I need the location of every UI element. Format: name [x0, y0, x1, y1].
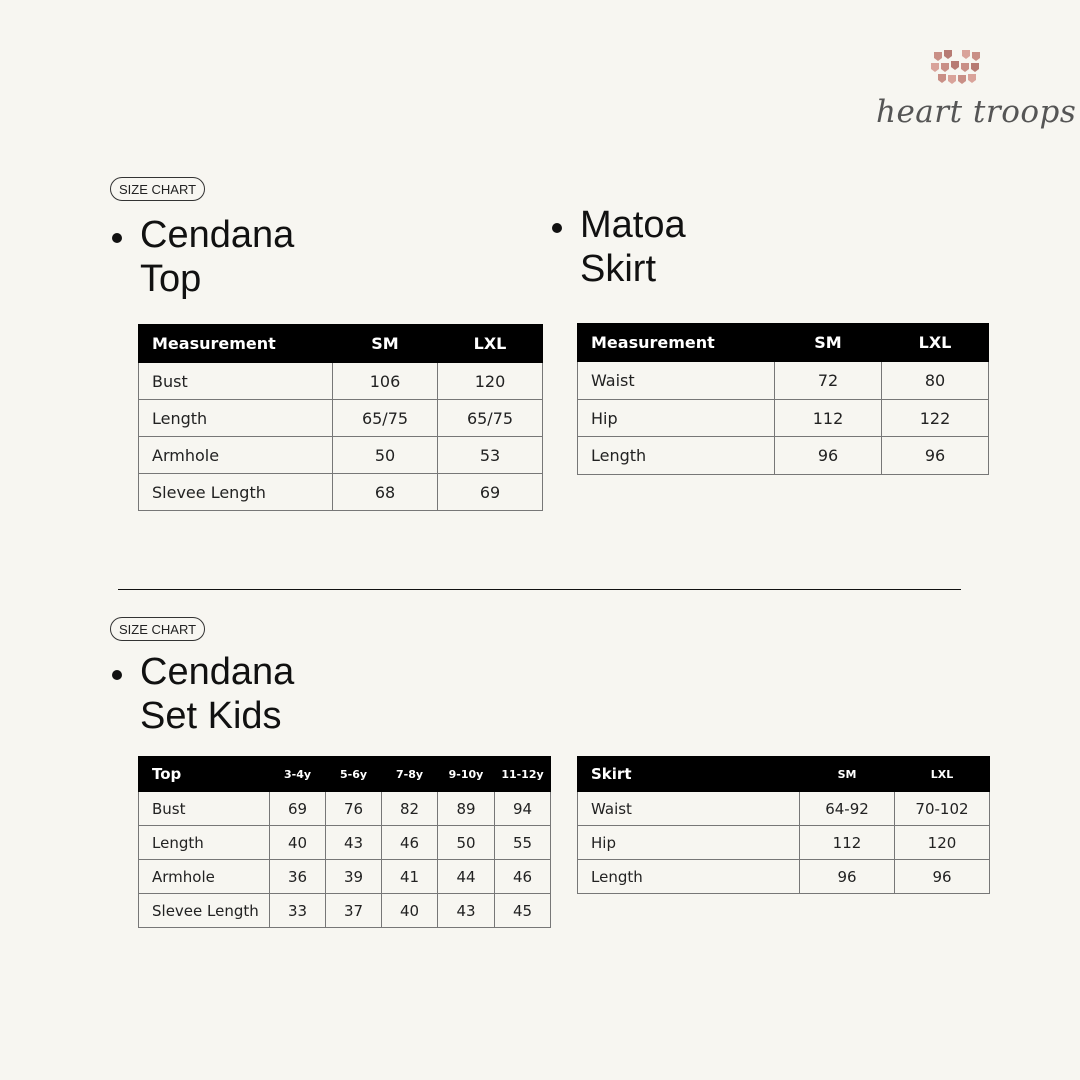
table-cell: Bust: [139, 792, 270, 826]
header-cell: 3-4y: [270, 757, 326, 792]
table-cell: 65/75: [333, 400, 438, 437]
size-chart-badge: SIZE CHART: [110, 617, 205, 641]
table-cell: 43: [438, 894, 495, 928]
table-cell: 120: [438, 363, 543, 400]
table-cell: 69: [270, 792, 326, 826]
table-cell: Bust: [139, 363, 333, 400]
table-row: [578, 860, 990, 894]
brand-logo: [872, 46, 1077, 136]
brand-name: heart troops: [876, 94, 1077, 130]
header-cell: SM: [800, 757, 895, 792]
header-cell: SM: [775, 324, 882, 362]
table-row: [578, 437, 989, 475]
heading-line-2: Set Kids: [140, 695, 282, 737]
table-cell: 40: [382, 894, 438, 928]
header-cell: Measurement: [578, 324, 775, 362]
header-cell: 5-6y: [326, 757, 382, 792]
header-cell: LXL: [895, 757, 990, 792]
table-cell: 96: [895, 860, 990, 894]
table-cell: 46: [382, 826, 438, 860]
matoa-skirt-table: [577, 323, 989, 475]
header-cell: 11-12y: [495, 757, 551, 792]
table-cell: 33: [270, 894, 326, 928]
table-row: [139, 894, 551, 928]
table-cell: Length: [578, 860, 800, 894]
table-cell: 69: [438, 474, 543, 511]
table-row: [139, 474, 543, 511]
table-cell: 96: [882, 437, 989, 475]
table-cell: 50: [438, 826, 495, 860]
table-header-row: [139, 325, 543, 363]
table-cell: 40: [270, 826, 326, 860]
kids-top-table: [138, 756, 551, 928]
heading-line-1: Cendana: [140, 651, 295, 693]
table-cell: 112: [800, 826, 895, 860]
table-cell: Hip: [578, 400, 775, 437]
table-cell: 41: [382, 860, 438, 894]
table-row: [578, 826, 990, 860]
table-cell: 82: [382, 792, 438, 826]
table-row: [578, 400, 989, 437]
table-cell: 46: [495, 860, 551, 894]
matoa-skirt-heading: [552, 203, 686, 291]
table-cell: 39: [326, 860, 382, 894]
table-cell: Length: [139, 826, 270, 860]
table-cell: Armhole: [139, 860, 270, 894]
table-cell: 45: [495, 894, 551, 928]
table-cell: 72: [775, 362, 882, 400]
header-cell: Skirt: [578, 757, 800, 792]
bullet: [112, 233, 122, 243]
heading-line-2: Top: [140, 258, 202, 300]
table-cell: Length: [578, 437, 775, 475]
heading-line-1: Matoa: [580, 204, 686, 246]
table-cell: 96: [775, 437, 882, 475]
table-cell: 68: [333, 474, 438, 511]
table-cell: 65/75: [438, 400, 543, 437]
table-header-row: [578, 757, 990, 792]
header-cell: LXL: [438, 325, 543, 363]
table-row: [139, 792, 551, 826]
table-cell: 122: [882, 400, 989, 437]
table-cell: 37: [326, 894, 382, 928]
header-cell: 9-10y: [438, 757, 495, 792]
heading-line-1: Cendana: [140, 214, 295, 256]
table-cell: 44: [438, 860, 495, 894]
header-cell: SM: [333, 325, 438, 363]
cendana-top-heading: [112, 213, 294, 301]
table-cell: 64-92: [800, 792, 895, 826]
table-header-row: [578, 324, 989, 362]
table-header-row: [139, 757, 551, 792]
table-cell: Waist: [578, 792, 800, 826]
header-cell: Top: [139, 757, 270, 792]
table-cell: 53: [438, 437, 543, 474]
section-divider: [118, 589, 961, 590]
kids-skirt-table: [577, 756, 990, 894]
table-cell: Hip: [578, 826, 800, 860]
table-cell: 120: [895, 826, 990, 860]
table-row: [139, 363, 543, 400]
size-chart-badge: SIZE CHART: [110, 177, 205, 201]
header-cell: Measurement: [139, 325, 333, 363]
heart-shields-icon: [930, 46, 984, 90]
table-cell: 76: [326, 792, 382, 826]
table-row: [578, 792, 990, 826]
bullet: [552, 223, 562, 233]
header-cell: LXL: [882, 324, 989, 362]
table-cell: 50: [333, 437, 438, 474]
bullet: [112, 670, 122, 680]
table-row: [139, 826, 551, 860]
table-cell: Waist: [578, 362, 775, 400]
header-cell: 7-8y: [382, 757, 438, 792]
cendana-set-kids-heading: [112, 650, 294, 738]
table-cell: Slevee Length: [139, 894, 270, 928]
table-row: [139, 437, 543, 474]
table-cell: 112: [775, 400, 882, 437]
heading-line-2: Skirt: [580, 248, 656, 290]
table-row: [578, 362, 989, 400]
table-cell: 89: [438, 792, 495, 826]
table-cell: 70-102: [895, 792, 990, 826]
table-cell: 36: [270, 860, 326, 894]
table-cell: 96: [800, 860, 895, 894]
table-cell: Armhole: [139, 437, 333, 474]
table-row: [139, 860, 551, 894]
table-row: [139, 400, 543, 437]
table-cell: 80: [882, 362, 989, 400]
table-cell: 55: [495, 826, 551, 860]
table-cell: 94: [495, 792, 551, 826]
table-cell: Length: [139, 400, 333, 437]
cendana-top-table: [138, 324, 543, 511]
table-cell: Slevee Length: [139, 474, 333, 511]
table-cell: 106: [333, 363, 438, 400]
table-cell: 43: [326, 826, 382, 860]
